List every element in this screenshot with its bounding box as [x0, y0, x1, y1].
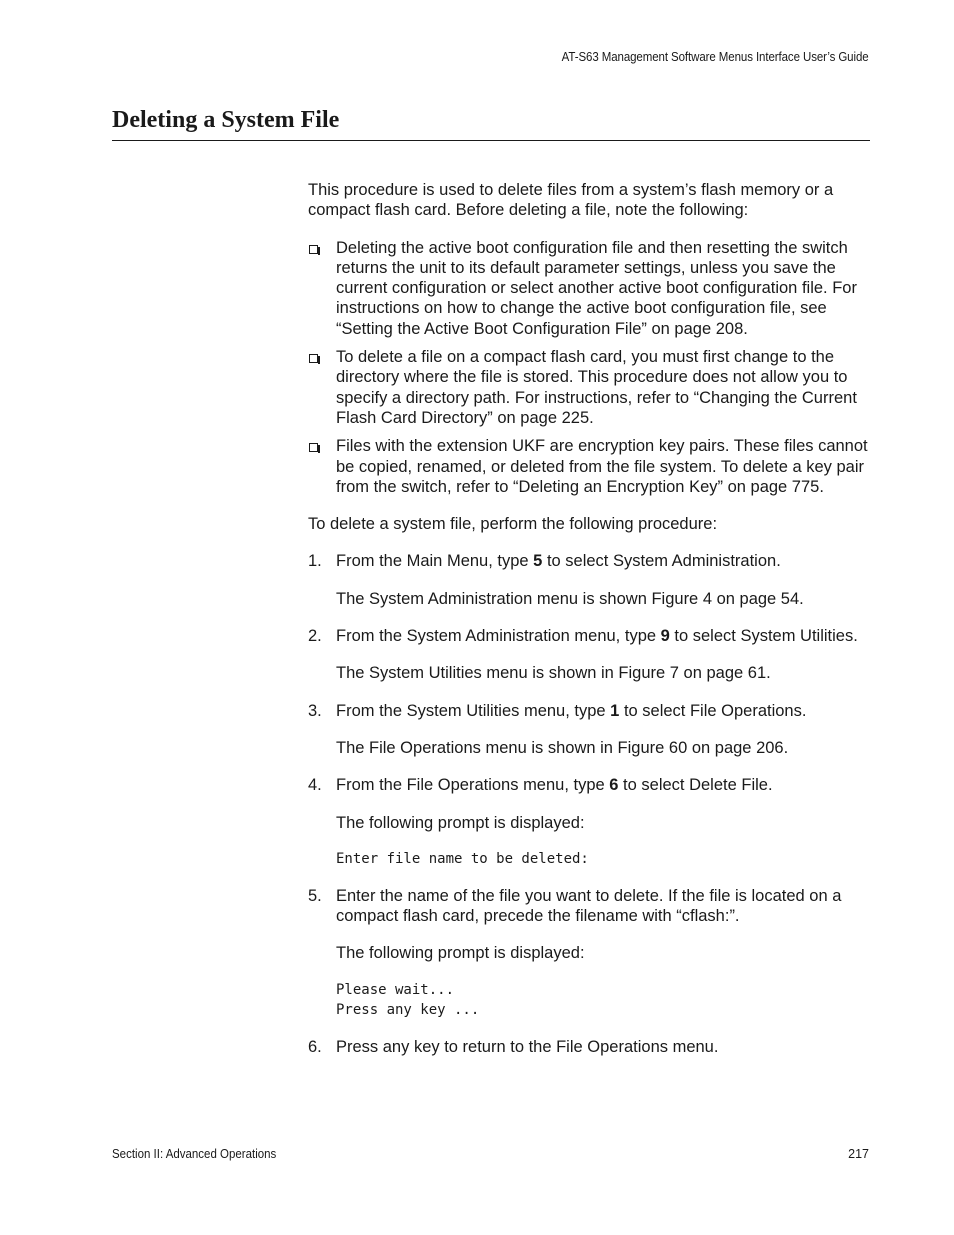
- step-text-pre: From the Main Menu, type: [336, 552, 534, 571]
- step-text: [336, 775, 868, 795]
- procedure-lead: To delete a system file, perform the following procedure:: [308, 515, 718, 534]
- footer-section-label: Section II: Advanced Operations: [112, 1147, 277, 1161]
- step-text: [336, 701, 868, 721]
- step-text-post: to select File Operations.: [619, 701, 807, 720]
- checkbox-bullet-icon: [309, 245, 318, 254]
- menu-key: 5: [533, 552, 543, 571]
- step-text: Enter the name of the file you want to delete. If the file is located on a compact flash card, precede the filename with “cflash:”.: [336, 886, 842, 926]
- step-text: [336, 626, 868, 646]
- page-number: 217: [848, 1147, 869, 1161]
- step-text: Press any key to return to the File Operations menu.: [336, 1037, 719, 1056]
- section-title: Deleting a System File: [112, 107, 340, 133]
- bullet-text: Deleting the active boot configuration file and then resetting the switch returns the unit to its default parameter settings, unless you save the current configuration or select another active boot configuration file. For instructions on how to change the active boot configuration file, see “Setting the Active Boot Configuration File” on page 208.: [336, 238, 857, 338]
- list-item: [308, 347, 868, 428]
- running-header: AT-S63 Management Software Menus Interface User’s Guide: [562, 50, 869, 64]
- bullet-text: To delete a file on a compact flash card, you must first change to the directory where the file is stored. This procedure does not allow you to specify a directory path. For instructions, refer to “Changing the Current Flash Card Directory” on page 225.: [336, 348, 857, 427]
- procedure-step: [308, 551, 868, 609]
- checkbox-bullet-icon: [309, 354, 318, 363]
- procedure-step: [308, 775, 868, 869]
- checkbox-bullet-icon: [309, 443, 318, 452]
- step-number: 3.: [308, 701, 322, 720]
- list-item: [308, 436, 868, 497]
- step-note: The File Operations menu is shown in Figure 60 on page 206.: [336, 738, 789, 757]
- title-rule: [112, 140, 870, 141]
- bullet-text: Files with the extension UKF are encryption key pairs. These files cannot be copied, renamed, or deleted from the file system. To delete a key pair from the switch, refer to “Deleting an Encryption Key” on page 775.: [336, 437, 868, 496]
- step-text-post: to select System Administration.: [542, 552, 781, 571]
- step-number: 4.: [308, 776, 322, 795]
- procedure-step: [308, 1037, 868, 1057]
- list-item: [308, 238, 868, 339]
- step-note: The System Administration menu is shown Figure 4 on page 54.: [336, 589, 804, 608]
- step-text-pre: From the System Administration menu, type: [336, 627, 661, 646]
- procedure-step: [308, 626, 868, 684]
- step-note: The following prompt is displayed:: [336, 944, 585, 963]
- step-note: The following prompt is displayed:: [336, 813, 585, 832]
- step-text-pre: From the System Utilities menu, type: [336, 701, 611, 720]
- step-number: 5.: [308, 886, 322, 905]
- menu-key: 1: [610, 701, 620, 720]
- body-content: [308, 180, 868, 1074]
- step-text-post: to select Delete File.: [618, 776, 773, 795]
- procedure-steps: [308, 551, 868, 1057]
- step-text-pre: From the File Operations menu, type: [336, 776, 610, 795]
- step-number: 1.: [308, 552, 322, 571]
- console-prompt: Please wait... Press any key ...: [336, 981, 480, 1018]
- step-text-post: to select System Utilities.: [669, 627, 858, 646]
- intro-paragraph: This procedure is used to delete files from a system’s flash memory or a compact flash card. Before deleting a file, note the following:: [308, 181, 834, 220]
- menu-key: 9: [660, 627, 670, 646]
- step-text: [336, 551, 868, 571]
- procedure-step: [308, 886, 868, 1020]
- procedure-step: [308, 701, 868, 759]
- step-number: 6.: [308, 1037, 322, 1056]
- menu-key: 6: [609, 776, 619, 795]
- console-prompt: Enter file name to be deleted:: [336, 850, 589, 867]
- notes-list: [308, 238, 868, 498]
- step-number: 2.: [308, 627, 322, 646]
- step-note: The System Utilities menu is shown in Figure 7 on page 61.: [336, 664, 771, 683]
